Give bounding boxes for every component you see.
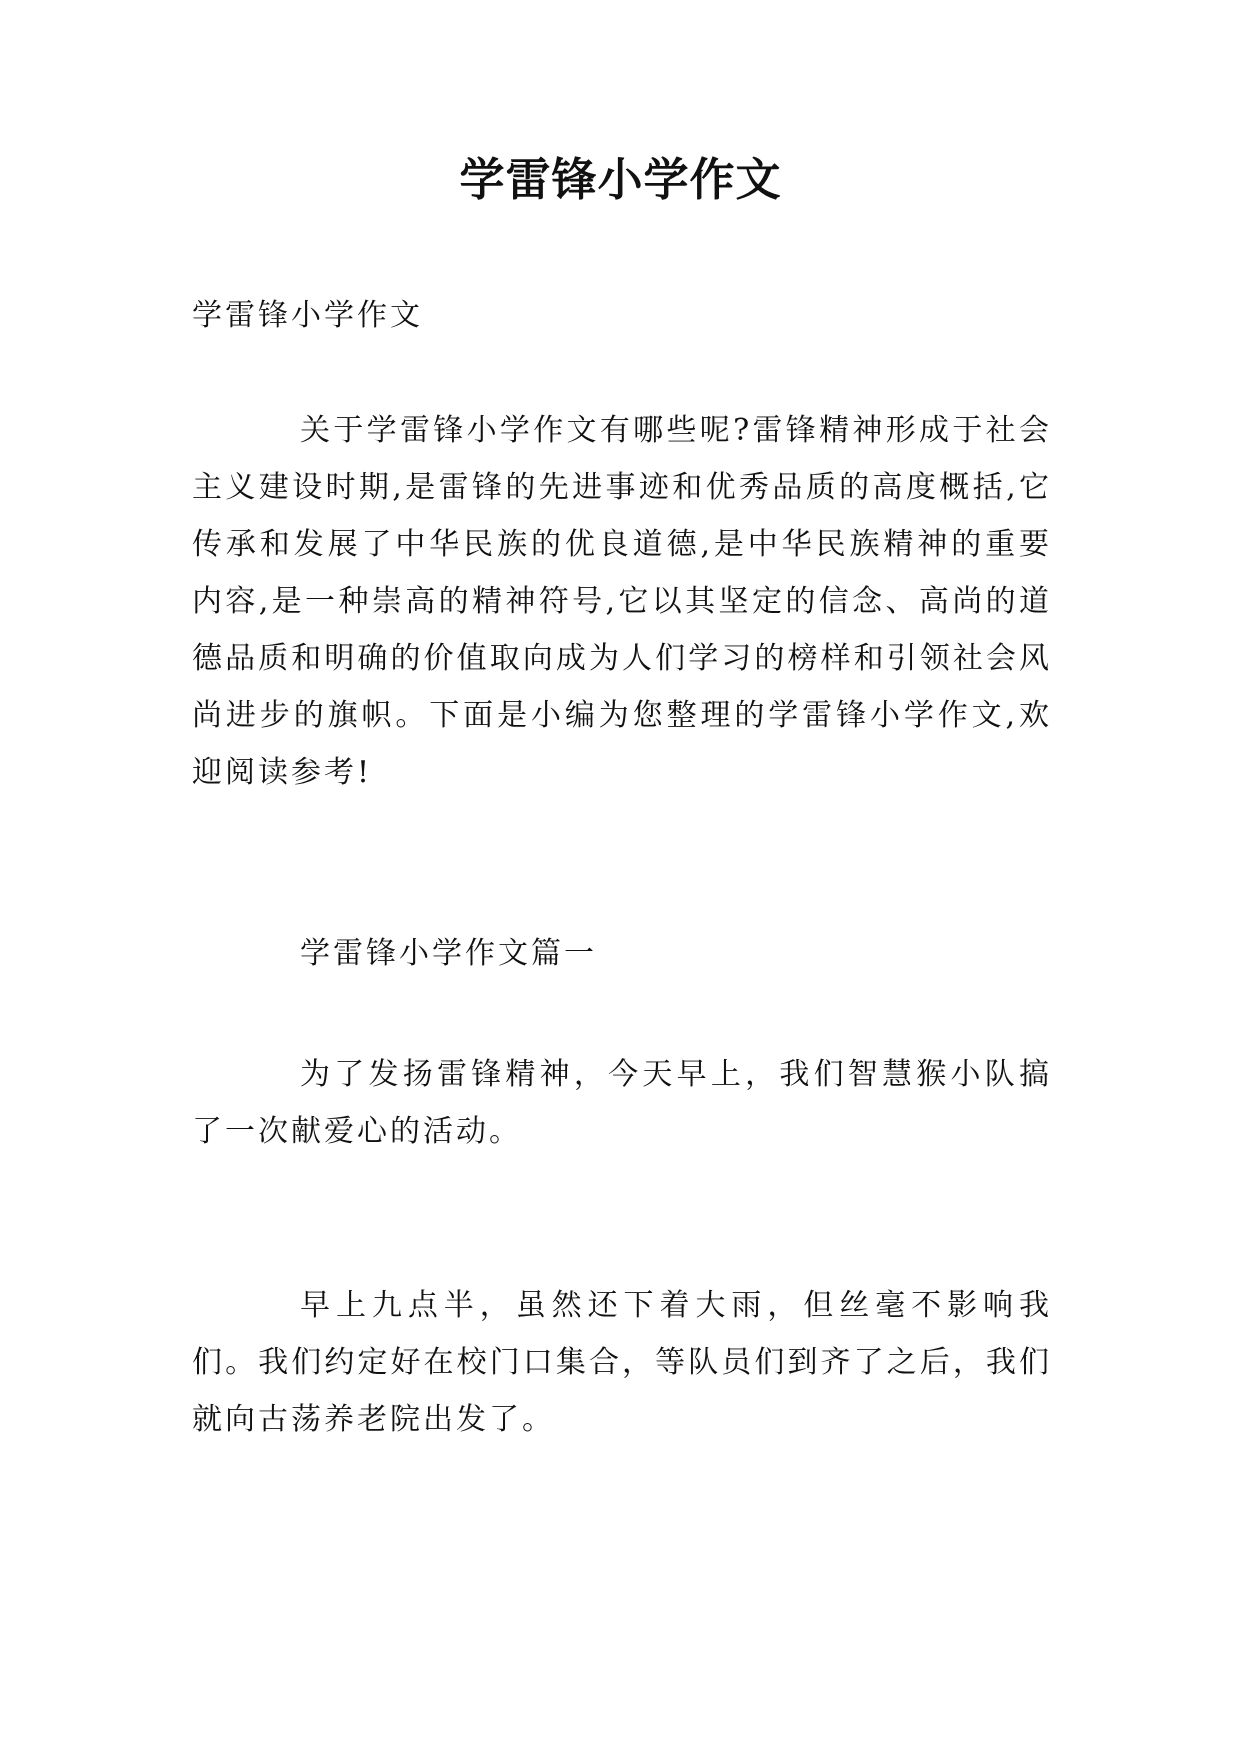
body-paragraph-2: 早上九点半，虽然还下着大雨，但丝毫不影响我们。我们约定好在校门口集合，等队员们到齐了之后，我们就向古荡养老院出发了。	[192, 1288, 1052, 1437]
body-paragraph-1: 为了发扬雷锋精神，今天早上，我们智慧猴小队搞了一次献爱心的活动。	[192, 1057, 1052, 1149]
intro-paragraph: 关于学雷锋小学作文有哪些呢?雷锋精神形成于社会主义建设时期,是雷锋的先进事迹和优秀品质的高度概括,它传承和发展了中华民族的优良道德,是中华民族精神的重要内容,是一种崇高的精神符号,它以其坚定的信念、高尚的道德品质和明确的价值取向成为人们学习的榜样和引领社会风尚进步的旗帜。下面是小编为您整理的学雷锋小学作文,欢迎阅读参考!	[192, 413, 1052, 790]
document-title: 学雷锋小学作文	[459, 153, 782, 206]
document-subtitle: 学雷锋小学作文	[192, 298, 423, 333]
section-heading: 学雷锋小学作文篇一	[300, 936, 597, 971]
